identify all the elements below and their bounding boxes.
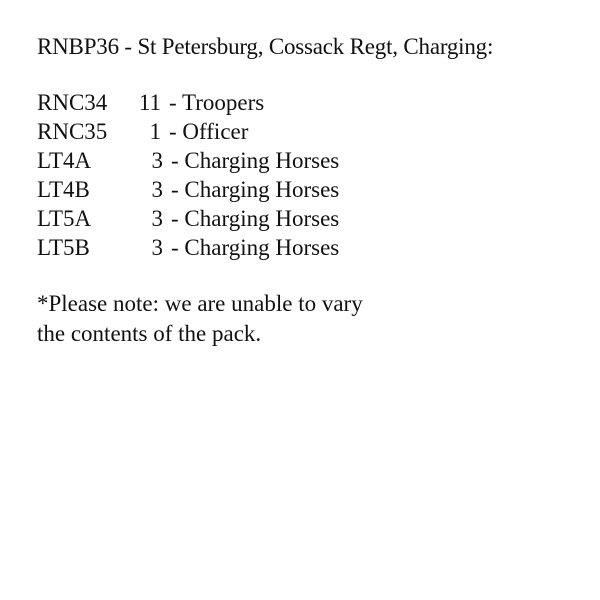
note-line-1: *Please note: we are unable to vary [37, 291, 363, 316]
item-code: RNC35 [37, 119, 108, 144]
item-separator: - [169, 90, 177, 115]
item-quantity: 1 [149, 119, 161, 144]
item-description-text: Charging Horses [184, 235, 340, 260]
item-separator: - [171, 148, 179, 173]
item-description [171, 147, 339, 175]
item-quantity: 3 [151, 206, 163, 231]
item-quantity: 3 [151, 148, 163, 173]
item-description-text: Charging Horses [184, 177, 340, 202]
item-description [169, 89, 264, 117]
pack-note [37, 289, 497, 349]
item-description-text: Officer [182, 119, 249, 144]
item-code: RNC34 [37, 90, 108, 115]
pack-title: RNBP36 - St Petersburg, Cossack Regt, Charging: [37, 34, 494, 59]
item-code: LT4B [37, 177, 90, 202]
item-separator: - [171, 177, 179, 202]
item-quantity: 3 [151, 235, 163, 260]
note-line-2: the contents of the pack. [37, 321, 262, 346]
item-description-text: Charging Horses [184, 148, 340, 173]
item-quantity: 3 [151, 177, 163, 202]
item-code: LT5B [37, 235, 90, 260]
item-separator: - [171, 235, 179, 260]
item-description [171, 234, 339, 262]
item-description-text: Charging Horses [184, 206, 340, 231]
item-code: LT5A [37, 206, 92, 231]
item-description [171, 205, 339, 233]
item-description [171, 176, 339, 204]
item-separator: - [171, 206, 179, 231]
item-quantity: 11 [138, 90, 161, 115]
item-description-text: Troopers [182, 90, 265, 115]
item-description [169, 118, 248, 146]
item-code: LT4A [37, 148, 92, 173]
item-separator: - [169, 119, 177, 144]
